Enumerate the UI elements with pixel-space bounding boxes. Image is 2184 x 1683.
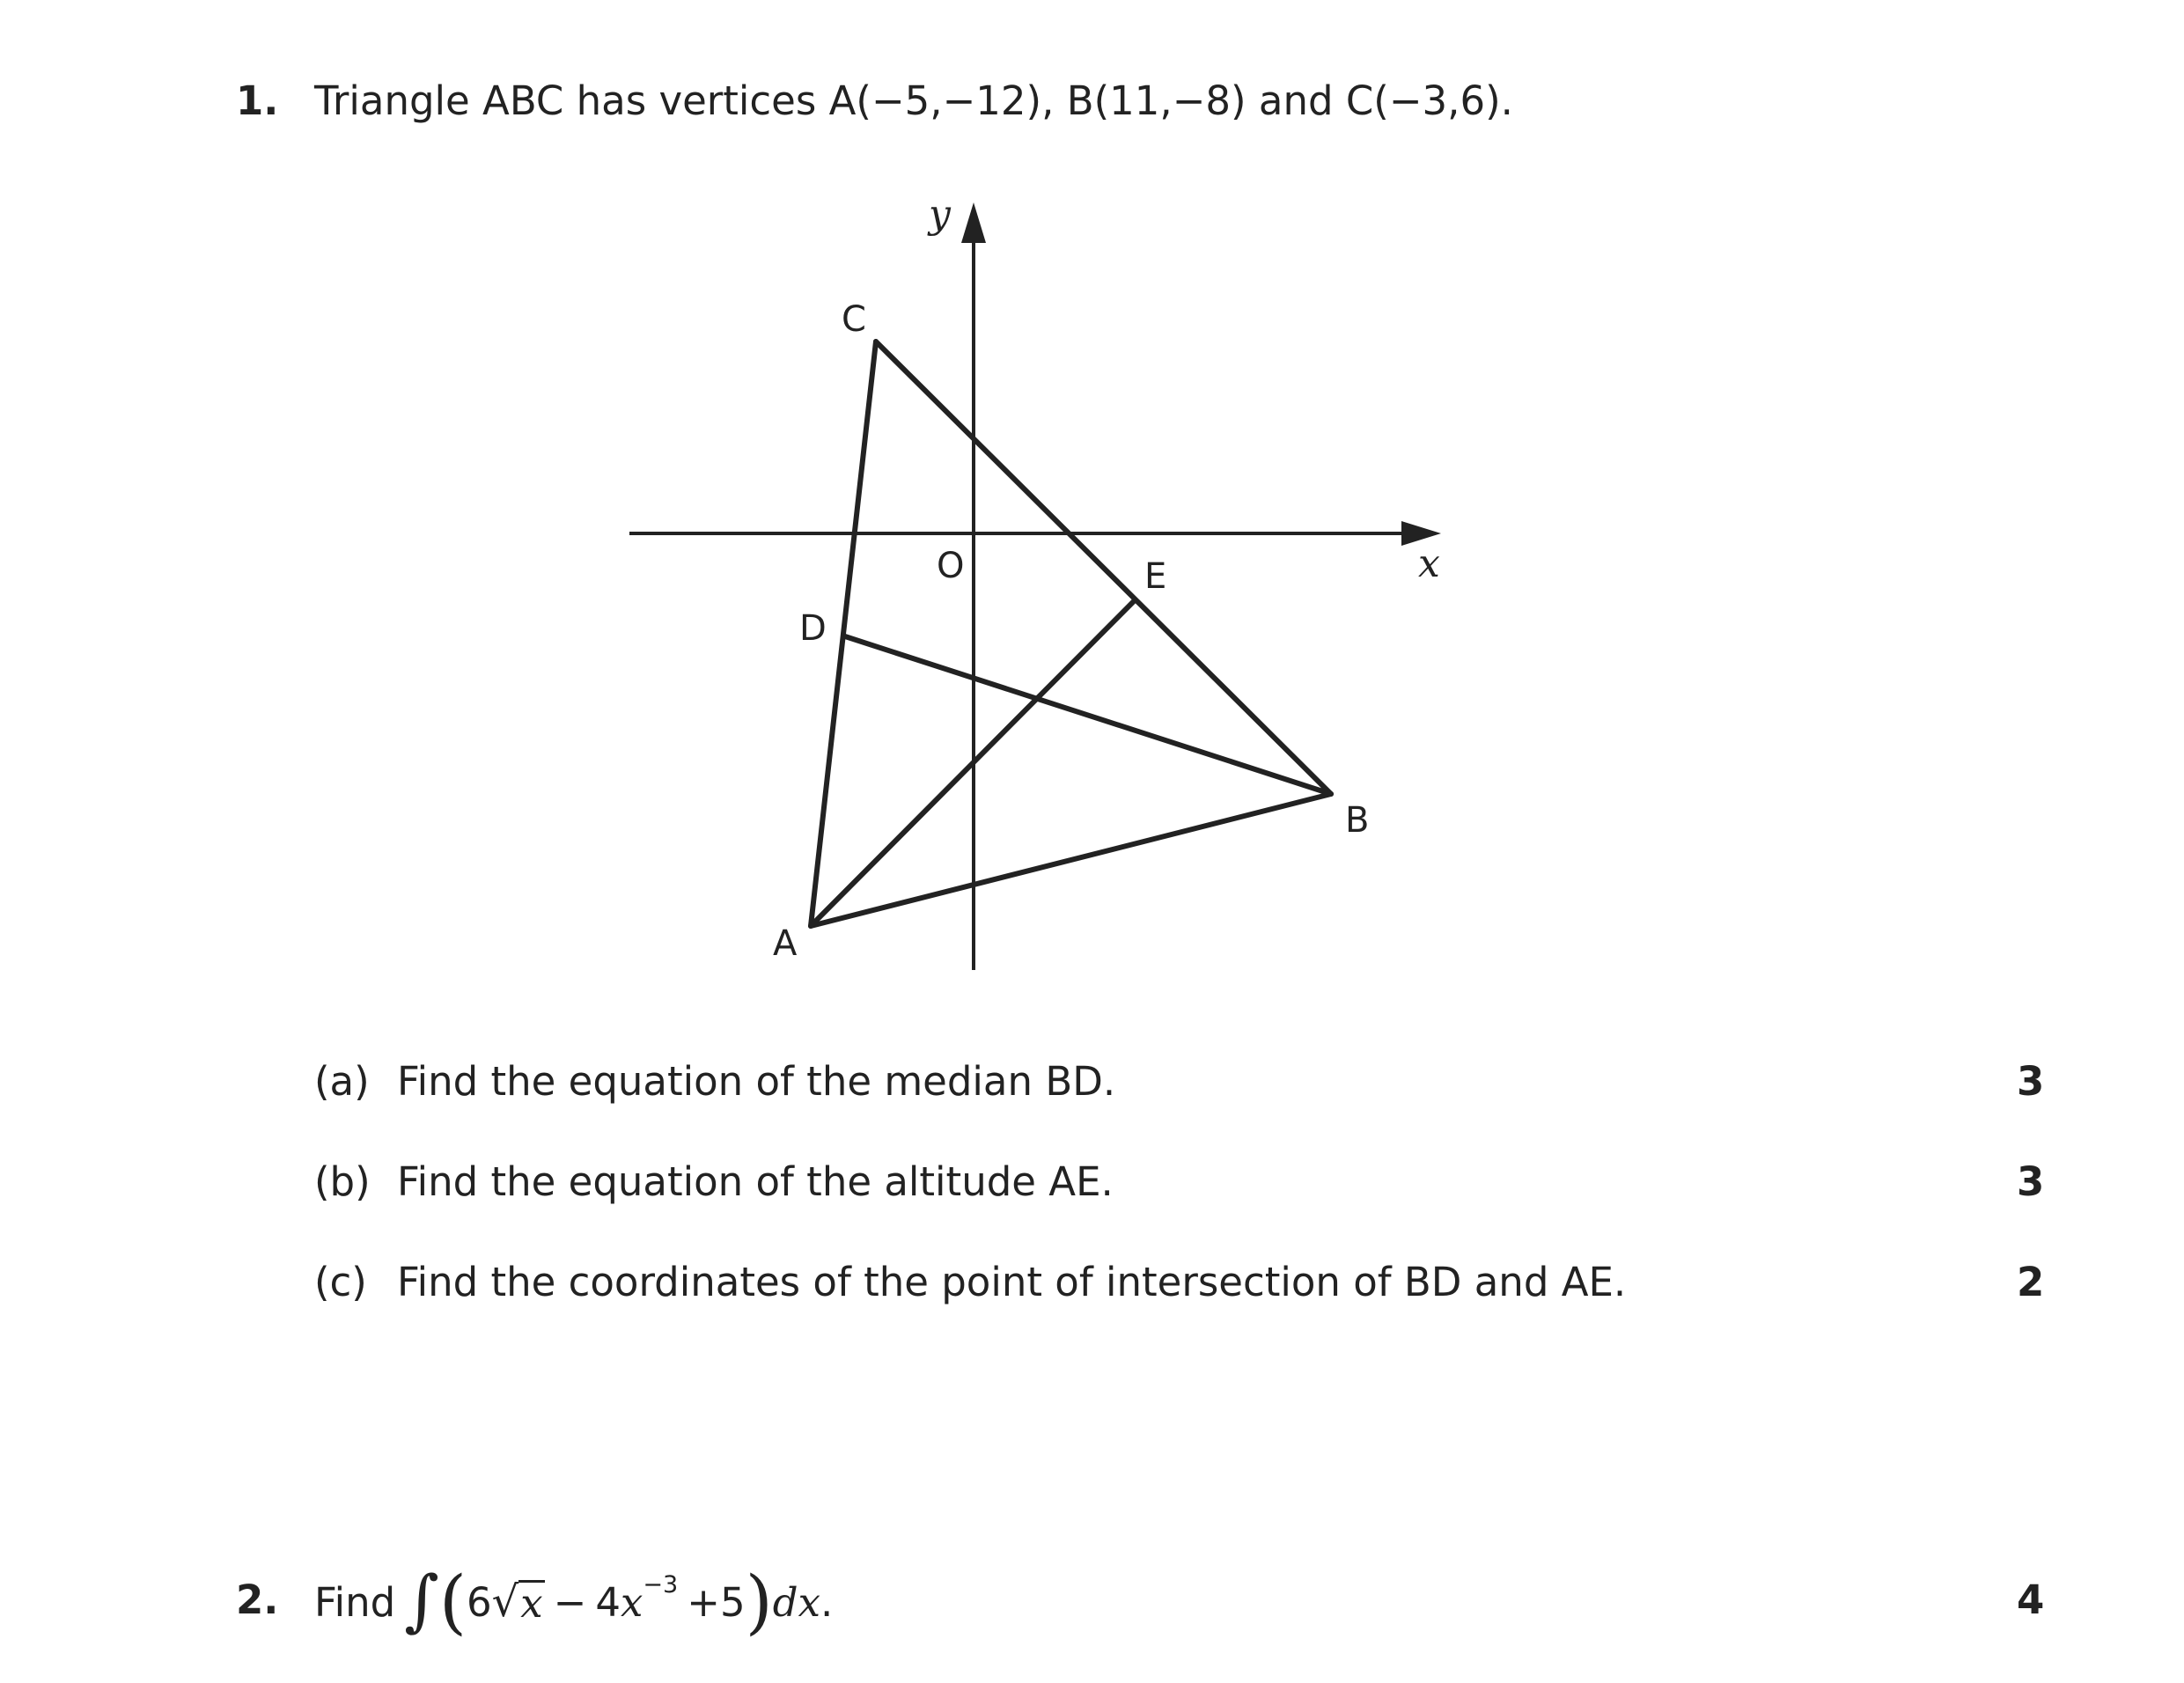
exponent: −3 — [643, 1570, 679, 1598]
minus-sign: − — [553, 1578, 587, 1626]
part-a-marks: 3 — [2017, 1058, 2045, 1105]
part-b-marks: 3 — [2017, 1158, 2045, 1205]
integral-sign: ∫ — [404, 1561, 439, 1639]
square-root-argument: x — [520, 1579, 543, 1627]
y-axis-label: y — [929, 192, 951, 237]
part-c-text: Find the coordinates of the point of intersection of BD and AE. — [397, 1259, 1627, 1305]
coefficient-4: 4 — [595, 1578, 621, 1626]
origin-label: O — [937, 546, 965, 586]
part-b-text: Find the equation of the altitude AE. — [397, 1158, 1114, 1205]
question-1-text: Triangle ABC has vertices A(−5,−12), B(11,−8) and C(−3,6). — [314, 77, 1513, 124]
constant-5: 5 — [719, 1578, 746, 1626]
median-bd — [845, 636, 1331, 794]
part-b-label: (b) — [314, 1158, 371, 1205]
period: . — [820, 1578, 834, 1626]
part-c-marks: 2 — [2017, 1259, 2045, 1305]
side-ab — [811, 794, 1331, 926]
question-2-prefix: Find — [314, 1578, 396, 1626]
y-axis-arrowhead — [961, 202, 986, 243]
point-d-label: D — [799, 608, 827, 649]
coefficient-6: 6 — [467, 1578, 492, 1626]
vertex-b-label: B — [1345, 800, 1370, 841]
part-a-label: (a) — [314, 1058, 370, 1105]
question-1-number: 1. — [236, 77, 279, 124]
question-2-expression — [314, 1558, 833, 1646]
variable-x: x — [621, 1578, 643, 1626]
question-2-marks: 4 — [2017, 1576, 2045, 1623]
vertex-c-label: C — [842, 299, 866, 340]
part-c-label: (c) — [314, 1259, 367, 1305]
question-2-number: 2. — [236, 1576, 279, 1623]
part-a-text: Find the equation of the median BD. — [397, 1058, 1116, 1105]
plus-sign: + — [687, 1578, 720, 1626]
differential-dx: dx — [772, 1578, 820, 1626]
point-e-label: E — [1144, 556, 1167, 597]
close-bracket: ) — [745, 1561, 773, 1643]
open-bracket: ( — [438, 1561, 467, 1643]
vertex-a-label: A — [773, 923, 798, 964]
square-root-sign: √ — [491, 1577, 519, 1627]
x-axis-label: x — [1418, 541, 1440, 586]
